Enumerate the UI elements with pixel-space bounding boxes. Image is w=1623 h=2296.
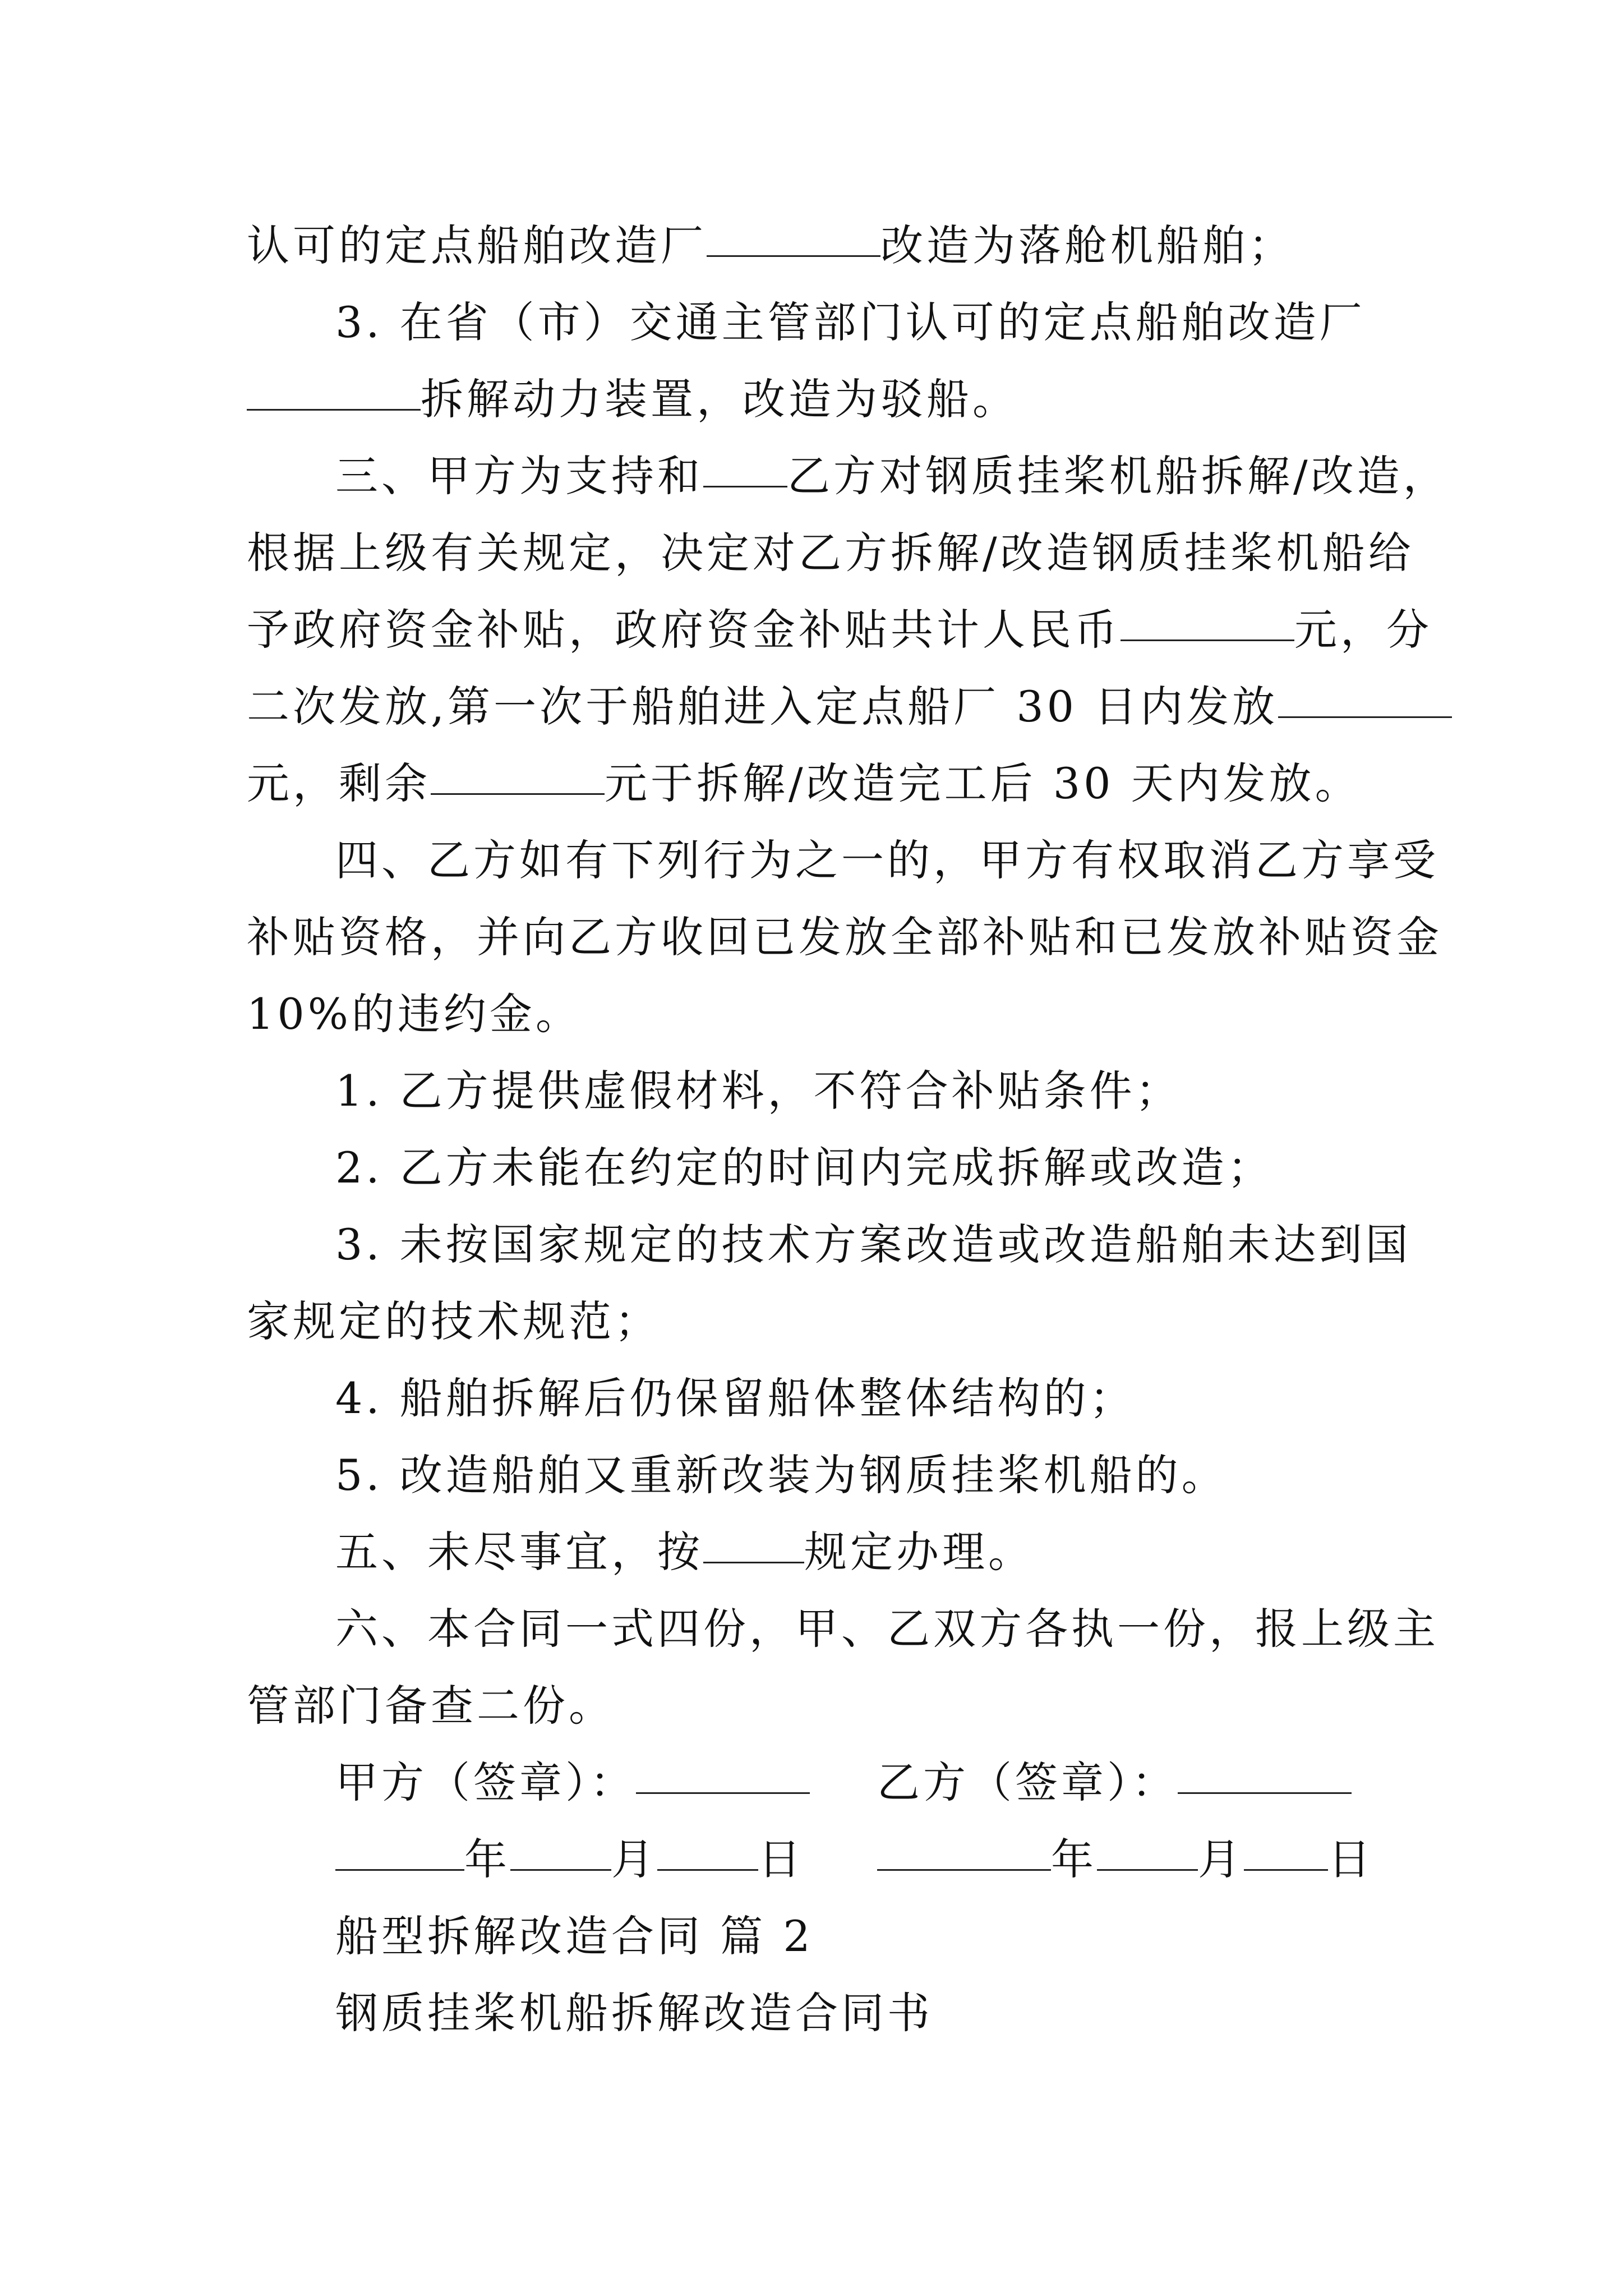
text-line-20: 管部门备查二份。 xyxy=(247,1681,615,1731)
text-line-11: 10%的违约金。 xyxy=(247,989,582,1039)
text-line-9: 四、乙方如有下列行为之一的，甲方有权取消乙方享受 xyxy=(335,835,1439,885)
text-line-10: 补贴资格，并向乙方收回已发放全部补贴和已发放补贴资金 xyxy=(247,912,1442,962)
text-line-14: 3. 未按国家规定的技术方案改造或改造船舶未达到国 xyxy=(335,1220,1412,1269)
text-segment: 拆解动力装置，改造为驳船。 xyxy=(421,374,1018,424)
month-label: 月 xyxy=(611,1834,657,1884)
text-line-1 xyxy=(247,215,1294,277)
party-a-signature-blank xyxy=(636,1757,810,1794)
text-segment: 元于拆解/改造完工后 30 天内发放。 xyxy=(605,758,1361,808)
month-label: 月 xyxy=(1198,1834,1244,1884)
party-b-signature-label: 乙方（签章）： xyxy=(877,1757,1178,1807)
day-label: 日 xyxy=(758,1834,804,1884)
text-line-4 xyxy=(335,445,1449,507)
fill-blank xyxy=(1278,682,1452,718)
month-blank xyxy=(1097,1834,1198,1871)
text-line-3 xyxy=(247,369,1018,430)
text-line-6 xyxy=(247,599,1432,661)
text-line-15: 家规定的技术规范； xyxy=(247,1296,661,1346)
fill-blank xyxy=(703,1527,804,1563)
day-blank xyxy=(657,1834,758,1871)
text-segment: 认可的定点船舶改造厂 xyxy=(247,220,707,270)
text-line-8 xyxy=(247,753,1361,815)
year-blank xyxy=(877,1834,1051,1871)
text-line-19: 六、本合同一式四份，甲、乙双方各执一份，报上级主 xyxy=(335,1604,1439,1654)
party-b-signature-blank xyxy=(1178,1757,1352,1794)
fill-blank xyxy=(703,451,787,487)
document-title: 钢质挂桨机船拆解改造合同书 xyxy=(335,1988,933,2038)
text-segment: 元，剩余 xyxy=(247,758,431,808)
text-segment: 予政府资金补贴，政府资金补贴共计人民币 xyxy=(247,605,1121,655)
text-line-12: 1. 乙方提供虚假材料，不符合补贴条件； xyxy=(335,1066,1182,1116)
text-segment: 三、甲方为支持和 xyxy=(335,451,703,501)
text-segment: 二次发放,第一次于船舶进入定点船厂 30 日内发放 xyxy=(247,682,1279,731)
text-line-17: 5. 改造船舶又重新改装为钢质挂桨机船的。 xyxy=(335,1450,1228,1500)
text-segment: 规定办理。 xyxy=(804,1527,1034,1577)
text-line-16: 4. 船舶拆解后仍保留船体整体结构的； xyxy=(335,1373,1136,1423)
text-segment: 改造为落舱机船舶； xyxy=(880,220,1294,270)
fill-blank xyxy=(707,220,880,257)
party-a-signature-label: 甲方（签章）： xyxy=(335,1757,636,1807)
text-line-7 xyxy=(247,676,1452,738)
year-label: 年 xyxy=(1051,1834,1097,1884)
text-segment: 乙方对钢质挂桨机船拆解/改造， xyxy=(787,451,1449,501)
text-line-13: 2. 乙方未能在约定的时间内完成拆解或改造； xyxy=(335,1143,1274,1193)
date-line xyxy=(335,1829,1374,1890)
year-blank xyxy=(335,1834,464,1871)
text-line-2: 3. 在省（市）交通主管部门认可的定点船舶改造厂 xyxy=(335,297,1366,347)
signature-line xyxy=(335,1752,1352,1814)
text-line-5: 根据上级有关规定，决定对乙方拆解/改造钢质挂桨机船给 xyxy=(247,528,1414,578)
text-segment: 元，分 xyxy=(1294,605,1432,655)
section-title: 船型拆解改造合同 篇 2 xyxy=(335,1911,814,1961)
text-segment: 五、未尽事宜，按 xyxy=(335,1527,703,1577)
fill-blank xyxy=(1121,605,1294,641)
text-line-18 xyxy=(335,1521,1034,1583)
fill-blank xyxy=(247,374,421,411)
month-blank xyxy=(510,1834,611,1871)
fill-blank xyxy=(431,758,605,795)
year-label: 年 xyxy=(464,1834,510,1884)
day-label: 日 xyxy=(1328,1834,1374,1884)
day-blank xyxy=(1244,1834,1328,1871)
